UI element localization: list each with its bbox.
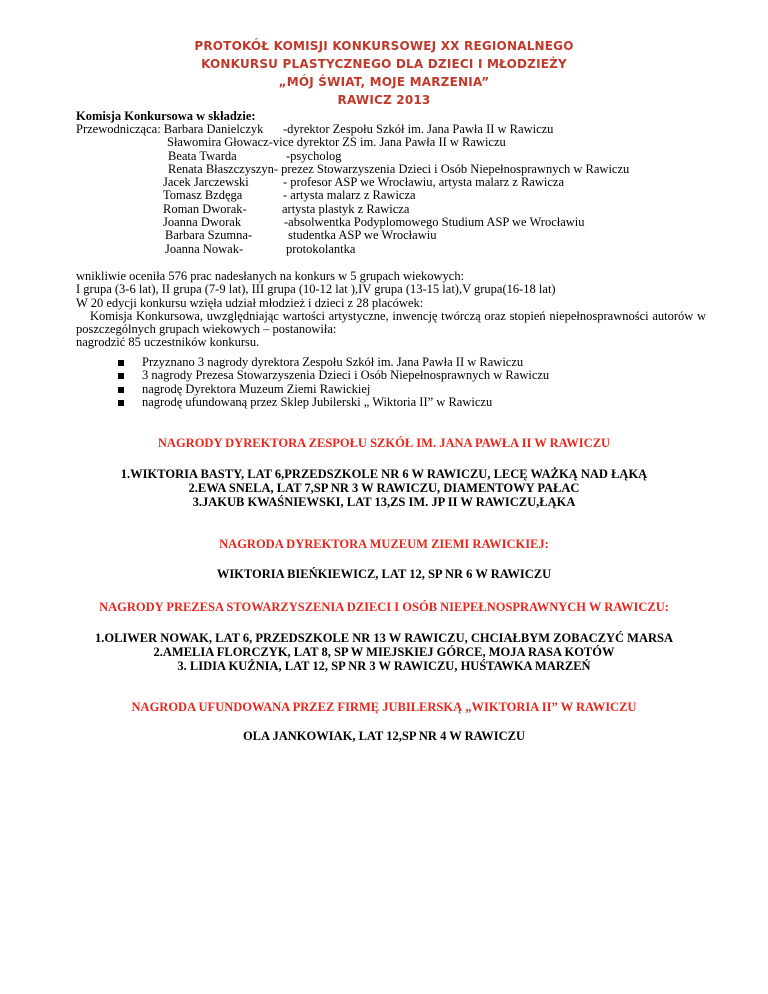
section-winners	[0, 631, 768, 673]
intro-line: I grupa (3-6 lat), II grupa (7-9 lat), III grupa (10-12 lat ),IV grupa (13-15 lat),V grupa(16-18 lat)	[76, 282, 556, 297]
committee-heading: Komisja Konkursowa w składzie:	[76, 109, 256, 123]
list-item: 3 nagrody Prezesa Stowarzyszenia Dzieci i Osób Niepełnosprawnych w Rawiczu	[118, 369, 549, 382]
intro-line: nagrodzić 85 uczestników konkursu.	[76, 335, 260, 350]
awards-summary-list	[118, 356, 549, 409]
title-line: „MÓJ ŚWIAT, MOJE MARZENIA”	[278, 75, 490, 89]
winner-entry: 1.OLIWER NOWAK, LAT 6, PRZEDSZKOLE NR 13 W RAWICZU, CHCIAŁBYM ZOBACZYĆ MARSA	[95, 631, 673, 645]
intro-paragraph	[76, 270, 706, 350]
winner-entry: 1.WIKTORIA BASTY, LAT 6,PRZEDSZKOLE NR 6 W RAWICZU, LECĘ WAŻKĄ NAD ŁĄKĄ	[120, 467, 648, 481]
section-winners	[0, 467, 768, 509]
winner-entry: 2.AMELIA FLORCZYK, LAT 8, SP W MIEJSKIEJ GÓRCE, MOJA RASA KOTÓW	[153, 645, 615, 659]
intro-line: W 20 edycji konkursu wzięła udział młodzież i dzieci z 28 placówek:	[76, 295, 424, 310]
winner-entry: 3. LIDIA KUŹNIA, LAT 12, SP NR 3 W RAWICZU, HUŚTAWKA MARZEŃ	[177, 659, 591, 673]
section-winners	[0, 567, 768, 581]
winner-entry: OLA JANKOWIAK, LAT 12,SP NR 4 W RAWICZU	[242, 729, 526, 743]
winner-entry: 2.EWA SNELA, LAT 7,SP NR 3 W RAWICZU, DIAMENTOWY PAŁAC	[188, 481, 580, 495]
section-winners	[0, 729, 768, 743]
winner-entry: WIKTORIA BIEŃKIEWICZ, LAT 12, SP NR 6 W RAWICZU	[216, 567, 552, 581]
list-item: nagrodę Dyrektora Muzeum Ziemi Rawickiej	[118, 383, 549, 396]
section-title: NAGRODY DYREKTORA ZESPOŁU SZKÓŁ IM. JANA PAWŁA II W RAWICZU	[157, 436, 611, 450]
section-title: NAGRODA UFUNDOWANA PRZEZ FIRMĘ JUBILERSKĄ „WIKTORIA II” W RAWICZU	[131, 700, 637, 714]
list-item: nagrodę ufundowaną przez Sklep Jubilerski „ Wiktoria II” w Rawiczu	[118, 396, 549, 409]
section-title: NAGRODY PREZESA STOWARZYSZENIA DZIECI I OSÓB NIEPEŁNOSPRAWNYCH W RAWICZU:	[99, 600, 669, 614]
list-item: Przyznano 3 nagrody dyrektora Zespołu Szkół im. Jana Pawła II w Rawiczu	[118, 356, 549, 369]
intro-line: wnikliwie oceniła 576 prac nadesłanych na konkurs w 5 grupach wiekowych:	[76, 269, 465, 283]
document-title	[0, 37, 768, 109]
winner-entry: 3.JAKUB KWAŚNIEWSKI, LAT 13,ZS IM. JP II W RAWICZU,ŁĄKA	[192, 495, 576, 509]
title-line: RAWICZ 2013	[337, 93, 431, 107]
intro-line: Komisja Konkursowa, uwzględniając wartości artystyczne, inwencję twórczą oraz stopień niepełnosprawności autorów w poszczególnych grupach wiekowych – postanowiła:	[76, 308, 706, 337]
title-line: KONKURSU PLASTYCZNEGO DLA DZIECI I MŁODZIEŻY	[201, 57, 567, 71]
section-title: NAGRODA DYREKTORA MUZEUM ZIEMI RAWICKIEJ:	[219, 537, 549, 551]
title-line: PROTOKÓŁ KOMISJI KONKURSOWEJ XX REGIONALNEGO	[194, 39, 574, 53]
